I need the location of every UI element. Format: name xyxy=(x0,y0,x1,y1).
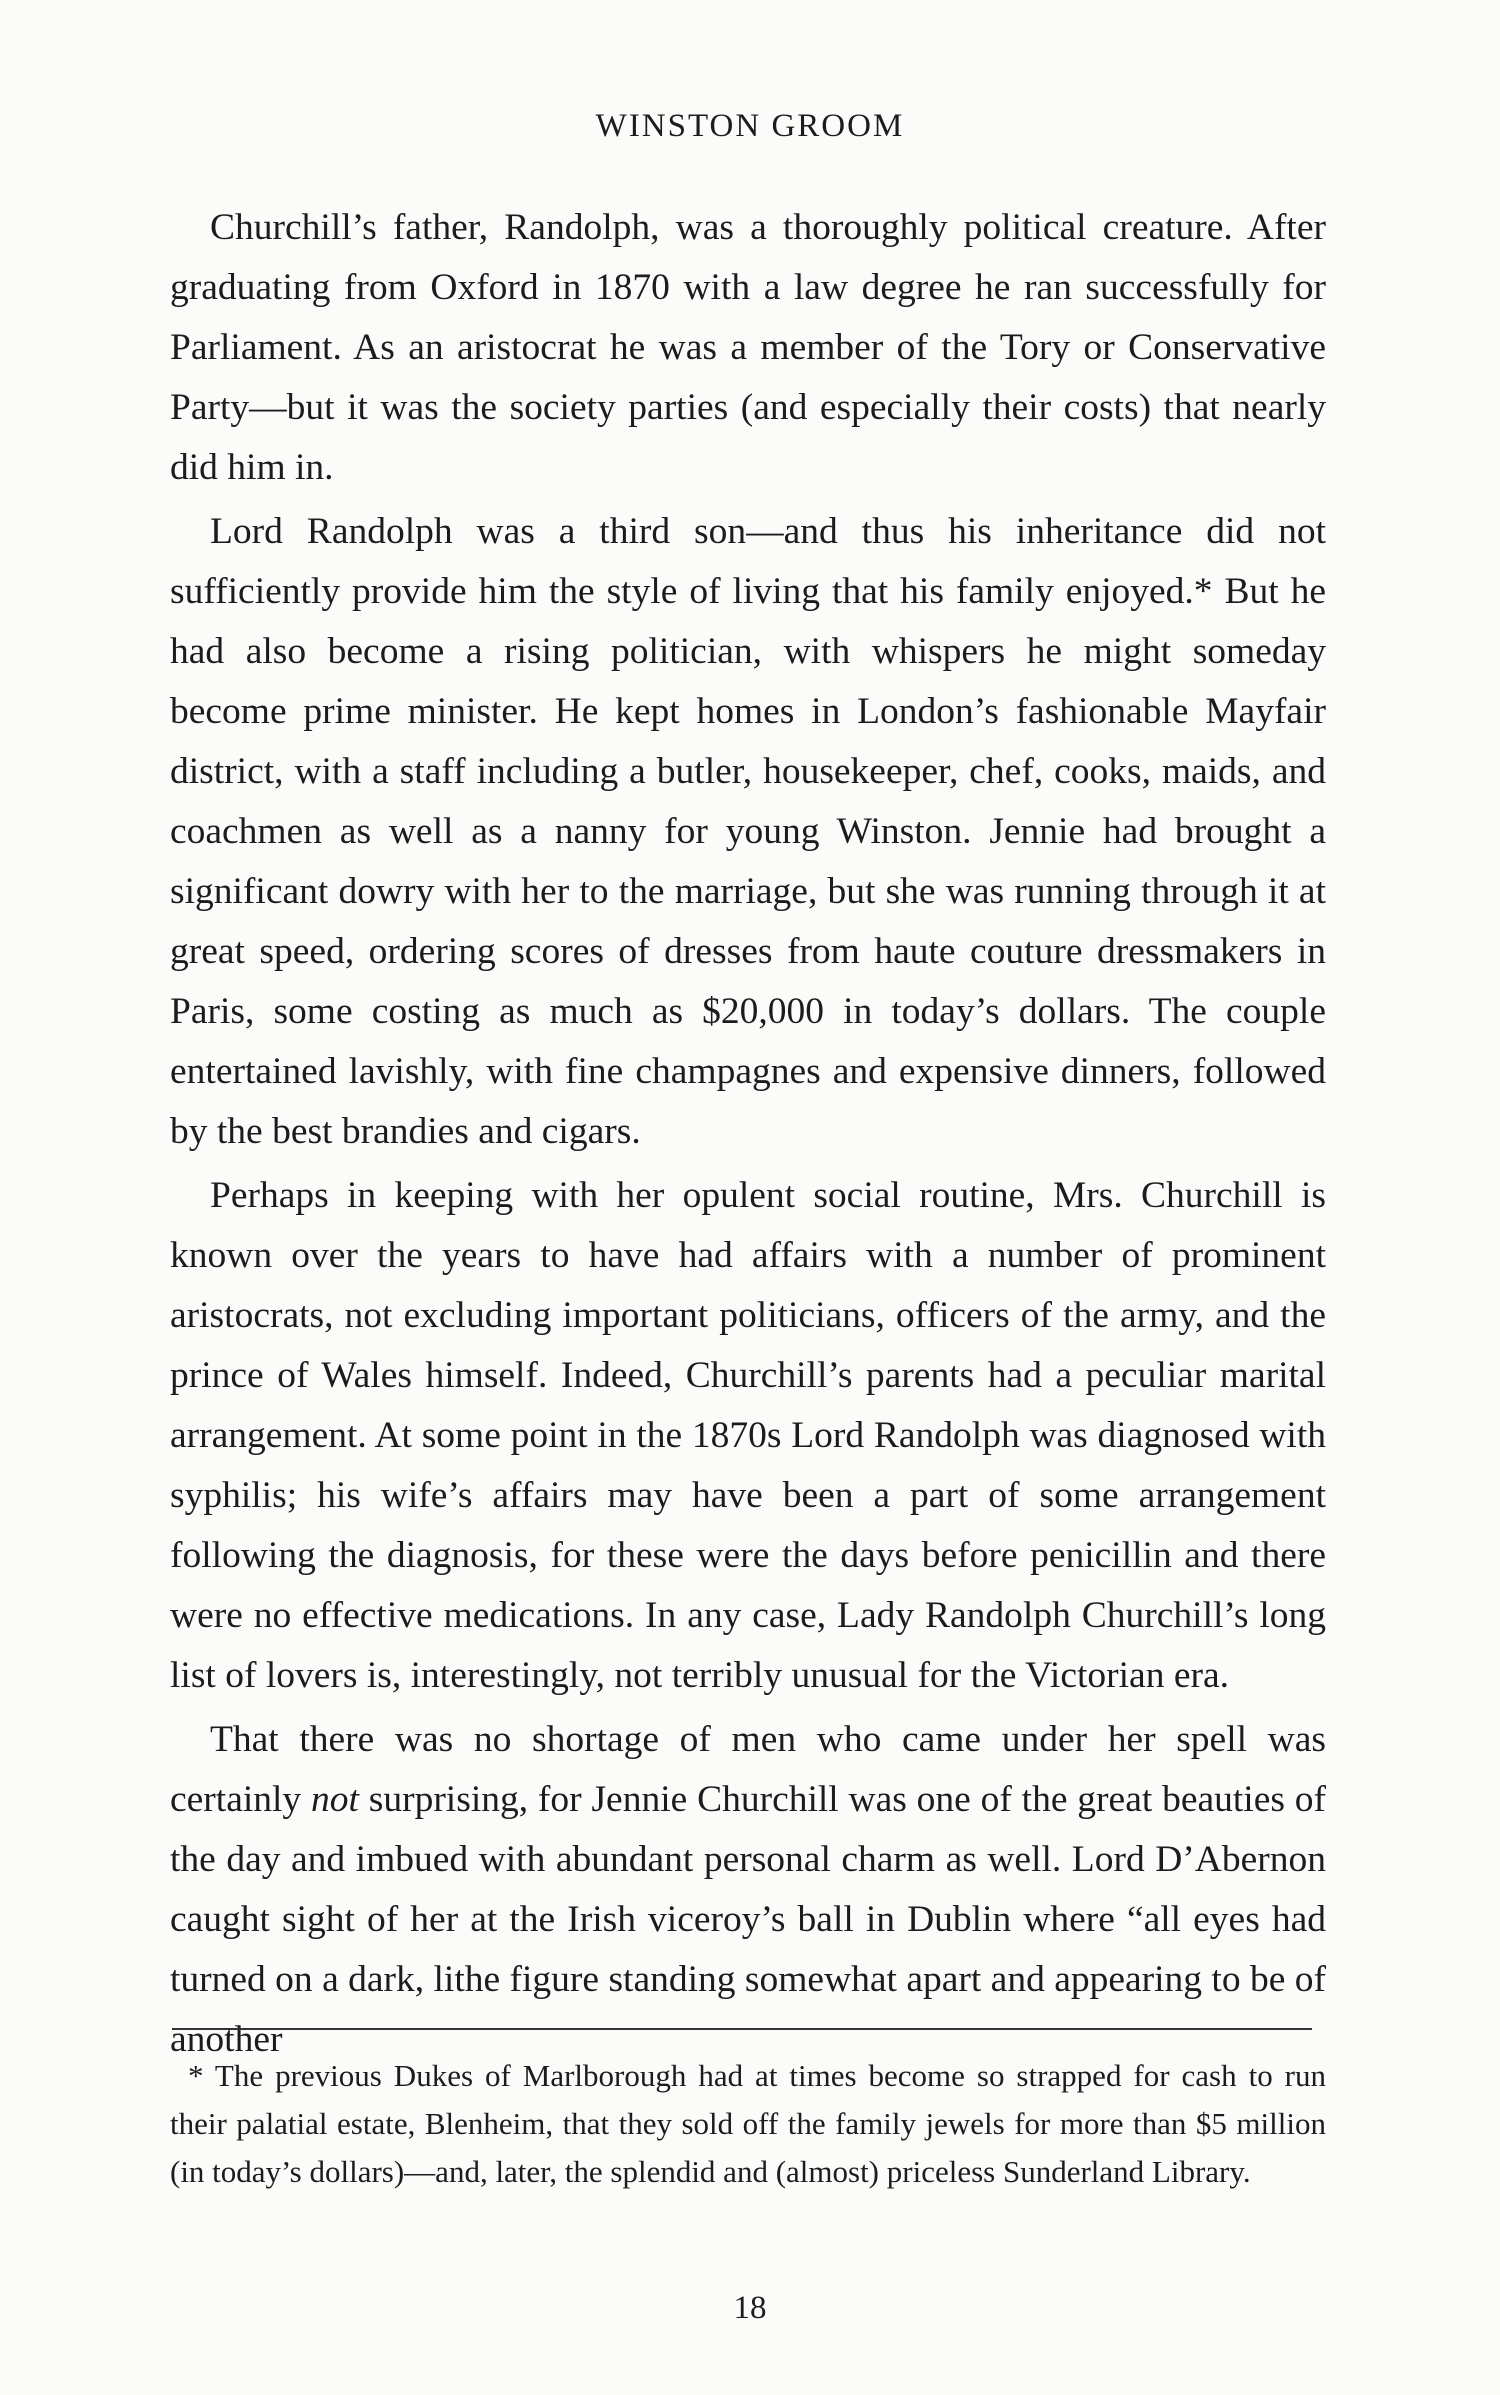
paragraph-4-rest: surprising, for Jennie Churchill was one of the great beauties of the day and imbued with abundant personal charm as well. Lord D’Abernon caught sight of her at the Irish viceroy’s ball in Dublin where “all eyes had turned on a dark, lithe figure standing somewhat apart and appearing to be of another xyxy=(170,1779,1326,2060)
body-text xyxy=(170,198,1326,2070)
running-head: WINSTON GROOM xyxy=(595,108,905,144)
footnote-text: * The previous Dukes of Marlborough had at times become so strapped for cash to run their palatial estate, Blenheim, that they sold off the family jewels for more than $5 million (in today’s dollars)—and, later, the splendid and (almost) priceless Sunderland Library. xyxy=(170,2058,1326,2189)
paragraph-4 xyxy=(170,1710,1326,2070)
footnote xyxy=(170,2052,1326,2196)
paragraph-2: Lord Randolph was a third son—and thus his inheritance did not sufficiently provide him the style of living that his family enjoyed.* But he had also become a rising politician, with whispers he might someday become prime minister. He kept homes in London’s fashionable Mayfair district, with a staff including a butler, housekeeper, chef, cooks, maids, and coachmen as well as a nanny for young Winston. Jennie had brought a significant dowry with her to the marriage, but she was running through it at great speed, ordering scores of dresses from haute couture dressmakers in Paris, some costing as much as $20,000 in today’s dollars. The couple entertained lavishly, with fine champagnes and expensive dinners, followed by the best brandies and cigars. xyxy=(170,511,1326,1152)
footnote-rule xyxy=(172,2028,1312,2030)
page-number: 18 xyxy=(733,2290,767,2326)
paragraph-4-start: That there was no shortage of men who came under her spell was certainly xyxy=(170,1719,1326,1820)
paragraph-3: Perhaps in keeping with her opulent social routine, Mrs. Churchill is known over the years to have had affairs with a number of prominent aristocrats, not excluding important politicians, officers of the army, and the prince of Wales himself. Indeed, Churchill’s parents had a peculiar marital arrangement. At some point in the 1870s Lord Randolph was diagnosed with syphilis; his wife’s affairs may have been a part of some arrangement following the diagnosis, for these were the days before penicillin and there were no effective medications. In any case, Lady Randolph Churchill’s long list of lovers is, interestingly, not terribly unusual for the Victorian era. xyxy=(170,1175,1326,1696)
paragraph-1: Churchill’s father, Randolph, was a thoroughly political creature. After graduating from Oxford in 1870 with a law degree he ran successfully for Parliament. As an aristocrat he was a member of the Tory or Conservative Party—but it was the society parties (and especially their costs) that nearly did him in. xyxy=(170,207,1326,488)
paragraph-4-emphasis: not xyxy=(311,1779,359,1820)
